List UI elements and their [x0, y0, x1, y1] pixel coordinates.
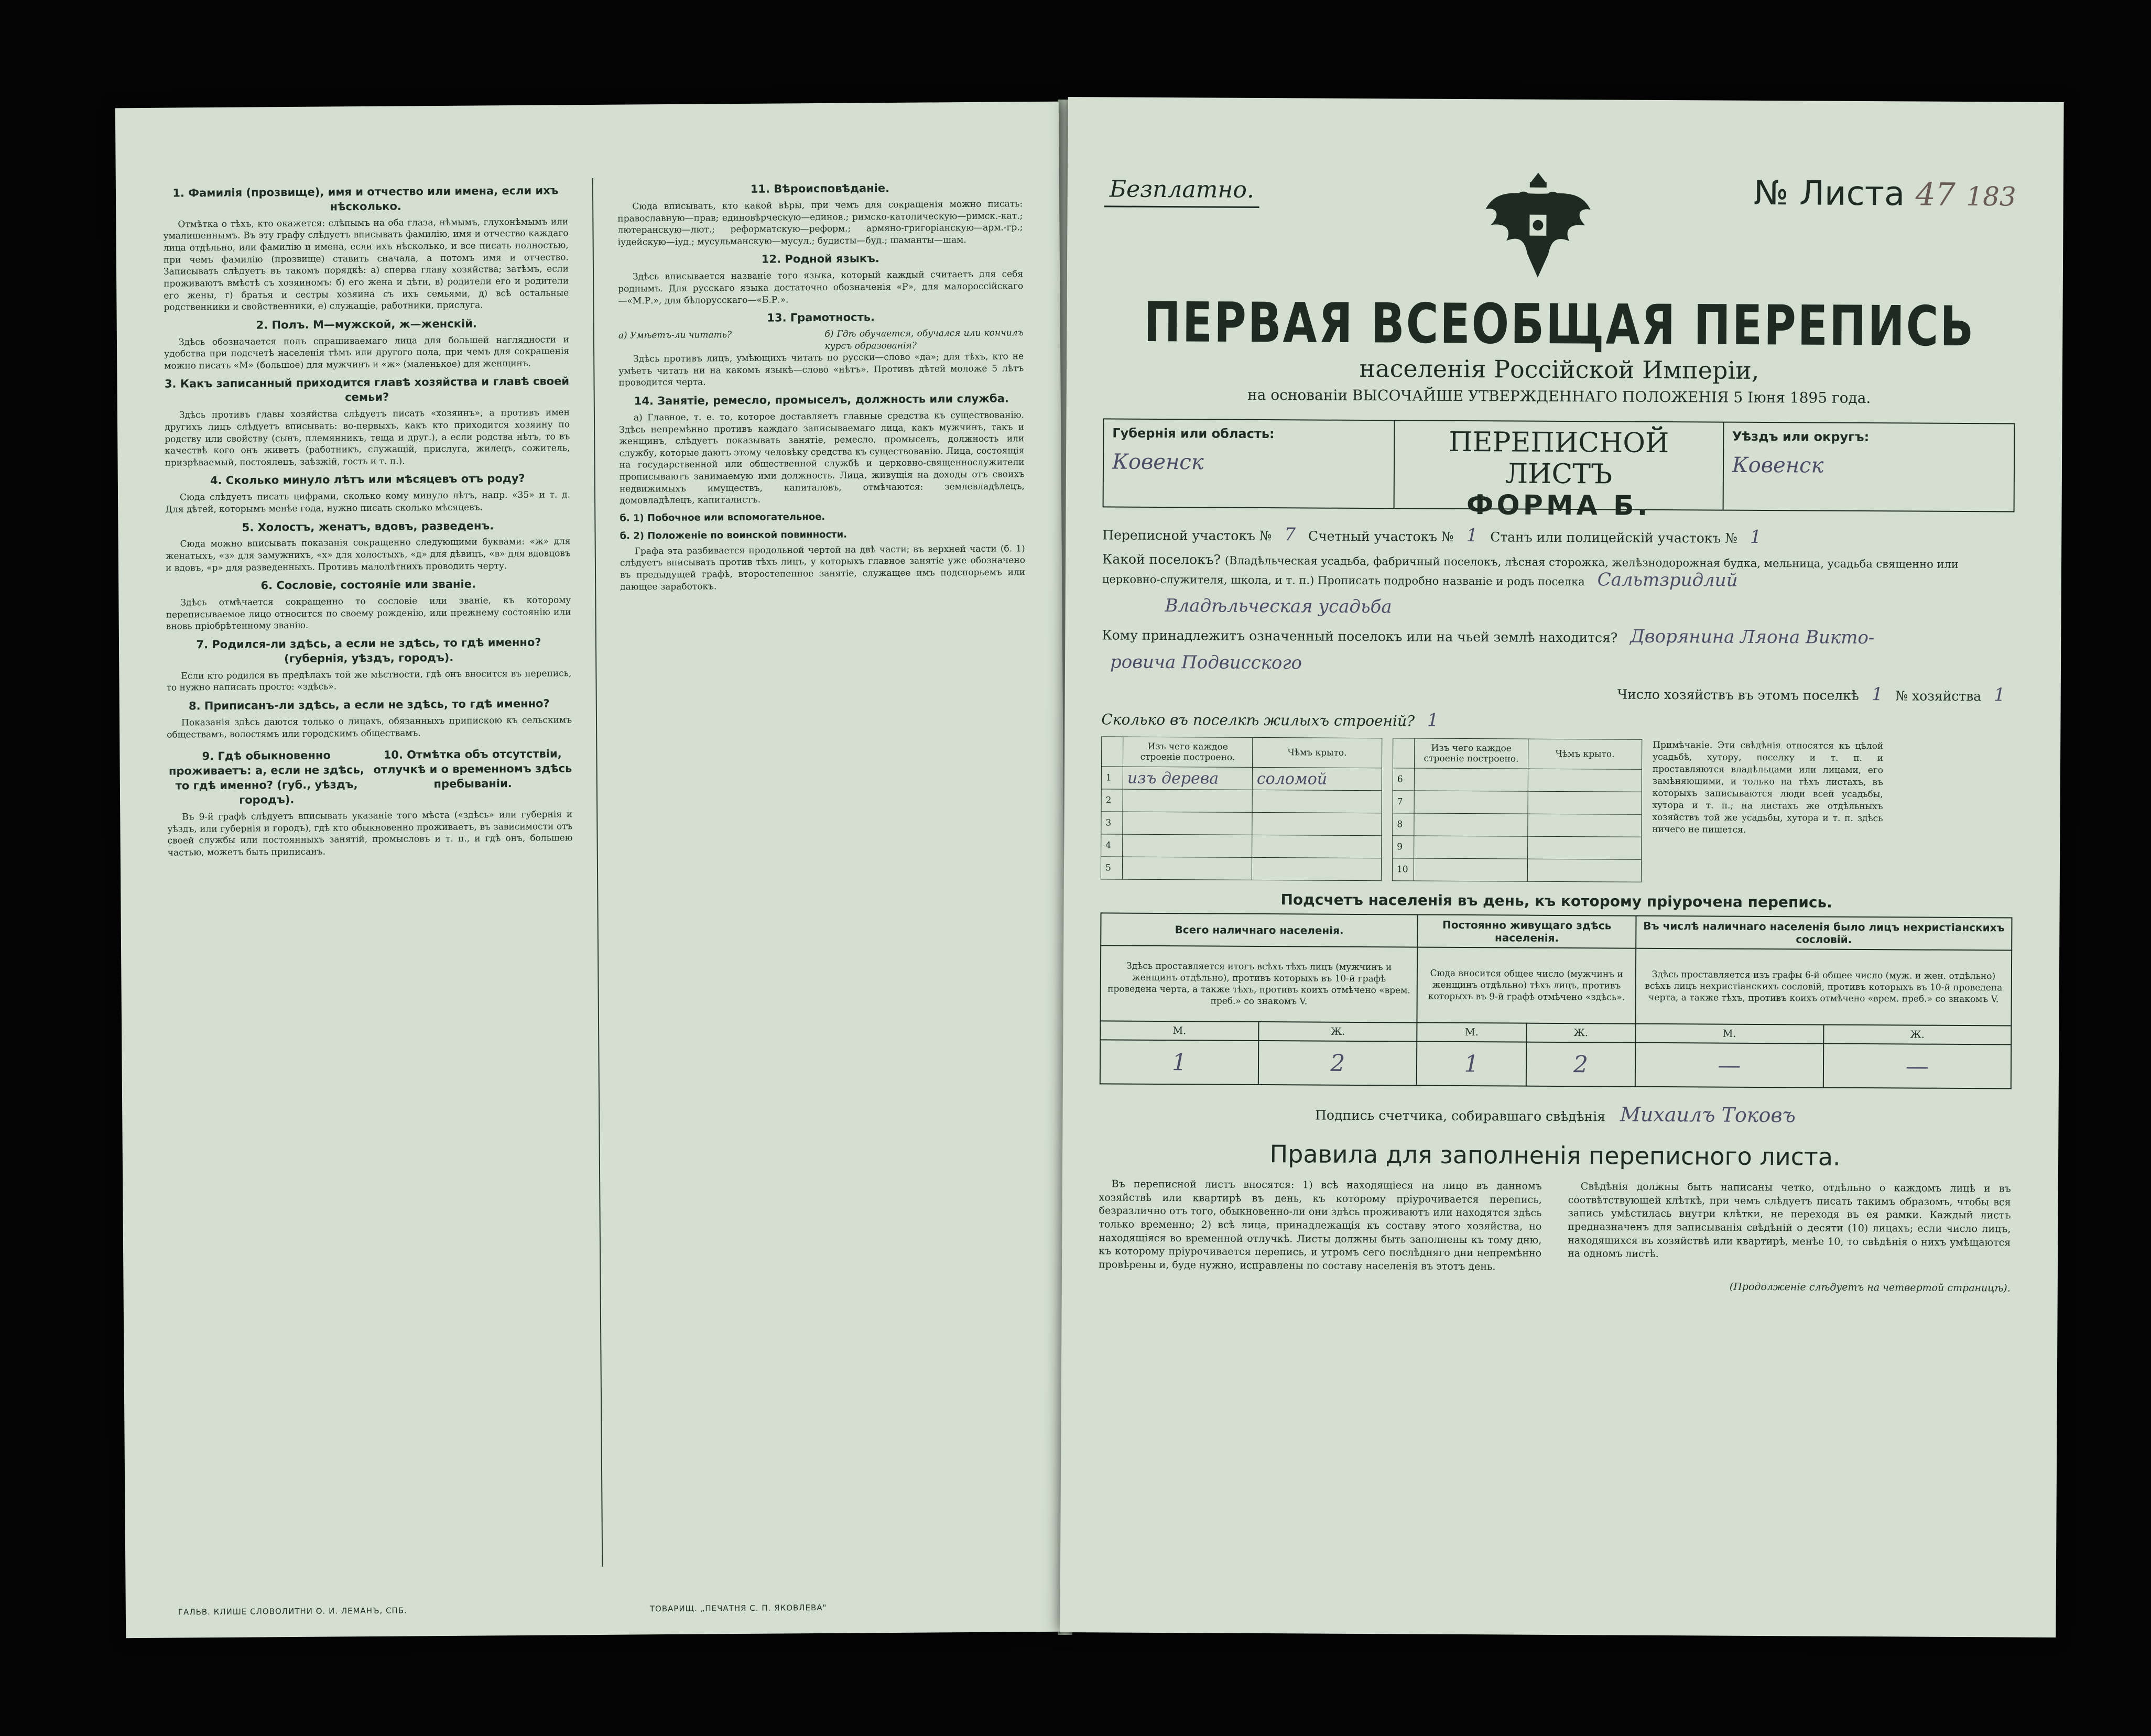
sex-female-label: Ж.	[1823, 1025, 2012, 1045]
section-14-text: а) Главное, т. е. то, которое доставляетъ главные средства къ существованію. Здѣсь непремѣнно противъ каждаго записываемаго лица, какъ мужчинъ, такъ и женщинъ, слѣдуетъ показывать занятіе, ремесло, промыселъ, должность или службу, которые даютъ этому человѣку средства къ существованію. Лица, состоящія на государственной или общественной службѣ и церковно-священнослужители прописываютъ занимаемую ими должность. Лица, живущія на доходы отъ своихъ недвижимыхъ имуществъ, капиталовъ, отмѣчаются: землевладѣлецъ, домовладѣлецъ, капиталистъ.	[619, 410, 1025, 506]
province-box	[1103, 418, 1395, 509]
section-13-subheads	[618, 327, 1024, 354]
sheet-label: № Листа	[1753, 173, 1905, 214]
building-material	[1123, 834, 1252, 857]
sex-female-label: Ж.	[1526, 1023, 1636, 1043]
header-row	[1104, 160, 2016, 269]
sheet-number: 47	[1915, 176, 1956, 213]
section-13-a: а) Умѣетъ-ли читать?	[618, 330, 732, 341]
sheet-extra-number: 183	[1966, 181, 2016, 212]
owner-line	[1102, 623, 2014, 649]
instructions-column-2	[617, 175, 1032, 1566]
total-male-count: 1	[1100, 1040, 1259, 1085]
section-8-text: Показанія здѣсь даются только о лицахъ, обязанныхъ припискою къ сельскимъ обществамъ, волостямъ или городскимъ обществамъ.	[167, 715, 572, 740]
section-11-title: 11. Вѣроисповѣданіе.	[750, 182, 890, 195]
settlement-line-2	[1102, 595, 2014, 620]
section-1-text: Отмѣтка о тѣхъ, кто окажется: слѣпымъ на оба глаза, нѣмымъ, глухонѣмымъ или умалишеннымъ. Въ эту графу слѣдуетъ вписывать фамилію, имя и отчество каждаго лица отдѣльно, или фамилію и имена, если ихъ нѣсколько, и все писать полностью, при чемъ фамилію (прозвище) ставить сначала, а потомъ имя и отчество. Записывать слѣдуетъ въ такомъ порядкѣ: а) сперва главу хозяйства; затѣмъ, если проживаютъ вмѣстѣ съ хозяиномъ: б) его жена и дѣти, в) родители его и родители его жены, г) братья и сестры хозяина съ ихъ семьями, д) всѣ остальные родственники и свойственники, е) служащіе, работники, прислуга.	[163, 216, 569, 313]
section-9-title: 9. Гдѣ обыкновенно проживаетъ: а, если не здѣсь, то гдѣ именно? (губ., уѣздъ, городъ).	[168, 749, 364, 806]
buildings-label: Сколько въ поселкѣ жилыхъ строеній?	[1101, 711, 1415, 730]
section-8-title: 8. Приписанъ-ли здѣсь, а если не здѣсь, то гдѣ именно?	[188, 697, 550, 713]
buildings-value: 1	[1427, 709, 1439, 731]
count-area-label: Счетный участокъ №	[1308, 528, 1454, 544]
section-12-title: 12. Родной языкъ.	[761, 252, 879, 266]
owner-label: Кому принадлежитъ означенный поселокъ или на чьей землѣ находится?	[1102, 627, 1618, 646]
imprint-left: ГАЛЬВ. КЛИШЕ СЛОВОЛИТНИ О. И. ЛЕМАНЪ, СПБ.	[178, 1606, 407, 1617]
permanent-male-count: 1	[1417, 1042, 1526, 1086]
households-value: 1	[1871, 684, 1883, 705]
section-14-text-2: Графа эта разбивается продольной чертой на двѣ части; въ верхней части (б. 1) слѣдуетъ вписывать против тѣхъ лицъ, у которыхъ главное занятіе уже обозначено въ предыдущей графѣ, второстепенное занятіе, служащее имъ подспорьемъ или дающее заработокъ.	[620, 543, 1026, 593]
settlement-label: Какой поселокъ?	[1102, 551, 1221, 567]
buildings-note: Примѣчаніе. Эти свѣдѣнія относятся къ цѣлой усадьбѣ, хутору, поселку и т. п. и проставляются владѣльцами или лицами, его замѣняющими, и только на тѣхъ листахъ, въ которыхъ записываются люди всей усадьбы, хутора и т. п.; на листахъ же отдѣльныхъ хозяйствъ той же усадьбы, хутора и т. п. здѣсь ничего не пишется.	[1652, 739, 1884, 835]
rules-text-right: Свѣдѣнія должны быть написаны четко, отдѣльно о каждомъ лицѣ и въ соотвѣтствующей клѣткѣ, при чемъ слѣдуетъ писать такимъ образомъ, чтобы вся запись умѣстилась внутри клѣтки, не переходя въ ея рамки. Каждый листъ предназначенъ для записыванія свѣдѣній о десяти (10) лицахъ; если число лицъ, находящихся въ хозяйствѣ или квартирѣ, менѣе 10, то свѣдѣнія о нихъ умѣщаются на одномъ листѣ.	[1568, 1181, 2011, 1260]
building-roof	[1528, 791, 1642, 814]
building-material	[1123, 812, 1252, 835]
table-row	[1393, 836, 1642, 859]
rules-title: Правила для заполненія переписного листа.	[1269, 1140, 1841, 1171]
section-14-b1: б. 1) Побочное или вспомогательное.	[620, 511, 825, 524]
section-6-text: Здѣсь отмѣчается сокращенно то сословіе или званіе, къ которому переписываемое лицо относится по своему рожденію, или прежнему состоянію или вновь пріобрѣтенному званію.	[166, 595, 571, 632]
household-no-value: 1	[1993, 684, 2005, 706]
row-number: 2	[1101, 789, 1123, 812]
population-count-table	[1100, 912, 2013, 1089]
section-4-title: 4. Сколько минуло лѣтъ или мѣсяцевъ отъ роду?	[210, 472, 525, 487]
row-number: 6	[1393, 768, 1414, 791]
row-number: 7	[1393, 791, 1414, 813]
table-row	[1100, 1040, 2011, 1088]
section-14-b2: б. 2) Положеніе по воинской повинности.	[620, 529, 848, 542]
province-value: Ковенск	[1112, 450, 1204, 475]
sex-female-label: Ж.	[1258, 1022, 1417, 1042]
households-label: Число хозяйствъ въ этомъ поселкѣ	[1617, 686, 1860, 703]
table-header	[1101, 737, 1382, 768]
double-headed-eagle-icon	[1475, 162, 1601, 283]
building-roof	[1252, 812, 1382, 835]
owner-value-2: ровича Подвисского	[1110, 651, 1302, 674]
section-5-title: 5. Холостъ, женатъ, вдовъ, разведенъ.	[242, 519, 494, 534]
count-desc-permanent: Сюда вносится общее число (мужчинъ и женщинъ отдѣльно) тѣхъ лицъ, противъ которыхъ въ 9-й графѣ отмѣчено «здѣсь».	[1417, 947, 1636, 1024]
left-page	[115, 102, 1069, 1638]
section-7-title: 7. Родился-ли здѣсь, а если не здѣсь, то гдѣ именно? (губернія, уѣздъ, городъ).	[196, 636, 541, 665]
sheet-number-block	[1754, 174, 2016, 214]
row-number: 4	[1101, 834, 1123, 857]
households-line	[1102, 680, 2014, 705]
settlement-hint: (Владѣльческая усадьба, фабричный поселокъ, лѣсная сторожка, желѣзнодорожная будка, мельница, усадьба священно или церковно-служителя, школа, и т. п.) Прописать подробно названіе и родъ поселка	[1102, 554, 1959, 588]
section-3-title: 3. Какъ записанный приходится главѣ хозяйства и главѣ своей семьи?	[164, 375, 570, 404]
section-3-text: Здѣсь противъ главы хозяйства слѣдуетъ писать «хозяинъ», а противъ имен другихъ лицъ слѣдуетъ вписывать: во-первыхъ, какъ кто приходится хозяину по родству или свойству (сынъ, племянникъ, теща и друг.), а если родства нѣтъ, то въ качествѣ кого онъ живетъ (работникъ, служащій, прислуга, жилецъ, сожитель, призрѣваемый, постоялецъ, заѣзжій, гость и т. п.).	[165, 407, 570, 468]
table-row	[1392, 858, 1641, 882]
census-title: ПЕРВАЯ ВСЕОБЩАЯ ПЕРЕПИСЬ	[1144, 290, 1975, 359]
section-13-b: б) Гдѣ обучается, обучался или кончилъ курсъ образованія?	[824, 327, 1024, 352]
province-label: Губернія или область:	[1112, 425, 1275, 442]
building-roof	[1528, 836, 1642, 859]
buildings-table-right	[1392, 738, 1642, 882]
area-line	[1102, 523, 2014, 549]
section-9-text: Въ 9-й графѣ слѣдуетъ вписывать указаніе того мѣста («здѣсь» или губернія и уѣздъ, или губернія и городъ), гдѣ кто обыкновенно проживаетъ, въ зависимости отъ своей службы или постоянныхъ занятій, промысловъ и т. п., и гдѣ онъ, большею частью, можетъ быть приписанъ.	[167, 809, 573, 858]
table-row	[1100, 945, 2012, 1025]
rules-text-left: Въ переписной листъ вносятся: 1) всѣ находящіеся на лицо въ данномъ хозяйствѣ или квартирѣ въ день, къ которому пріурочивается перепись, безразлично отъ того, обыкновенно-ли они здѣсь проживаютъ или находятся здѣсь только временно; 2) всѣ лица, принадлежащія къ составу этого хозяйства, но находящіяся во временной отлучкѣ. Листы должны быть заполнены къ тому дню, къ которому пріурочивается перепись, и утромъ сего послѣдняго дни непремѣнно провѣрены и, буде нужно, исправлены по составу населенія въ этотъ день.	[1098, 1178, 1542, 1273]
building-roof	[1252, 790, 1382, 813]
table-header-material: Изъ чего каждое строеніе построено.	[1123, 737, 1252, 767]
section-2-text: Здѣсь обозначается полъ спрашиваемаго лица для большей наглядности и удобства при подсчетѣ населенія тѣмъ или другого пола, при чемъ для сокращенія можно писать «М» (большое) для мужчинъ и «ж» (маленькое) для женщинъ.	[164, 334, 570, 372]
building-material	[1414, 768, 1528, 791]
settlement-value: Сальтзридлий	[1597, 569, 1738, 591]
section-11-text: Сюда вписывать, кто какой вѣры, при чемъ для сокращенія можно писать: православную—прав; единовѣрческую—единов.; римско-католическую—римск.-кат.; лютеранскую—лют.; реформатскую—реформ.; армяно-григоріанскую—арм.-гр.; іудейскую—іуд.; мусульманскую—мусул.; будисты—буд.; шаманты—шам.	[617, 199, 1023, 248]
table-row	[1101, 767, 1382, 791]
section-14-title: 14. Занятіе, ремесло, промыселъ, должность или служба.	[634, 392, 1009, 408]
section-9-10-header	[167, 741, 572, 811]
owner-line-2	[1102, 651, 2014, 677]
nonchristian-male-count: —	[1635, 1043, 1823, 1088]
sex-male-label: М.	[1100, 1021, 1258, 1041]
building-roof	[1252, 857, 1381, 880]
table-row	[1101, 812, 1382, 836]
building-material	[1414, 836, 1528, 859]
form-header-row	[1103, 418, 2015, 522]
table-row	[1101, 834, 1382, 858]
table-header-roof: Чѣмъ крыто.	[1252, 737, 1382, 768]
building-material	[1414, 858, 1527, 881]
building-roof	[1527, 859, 1641, 882]
signature-value: Михаилъ Токовъ	[1620, 1102, 1796, 1127]
stan-label: Станъ или полицейскій участокъ №	[1490, 529, 1738, 546]
building-roof	[1528, 769, 1642, 792]
signature-line	[1099, 1100, 2011, 1128]
building-roof	[1252, 835, 1382, 858]
form-name: ФОРМА Б.	[1466, 489, 1651, 522]
total-female-count: 2	[1258, 1041, 1417, 1086]
permanent-female-count: 2	[1526, 1042, 1636, 1087]
household-no-label: № хозяйства	[1895, 688, 1982, 704]
building-material	[1123, 789, 1252, 812]
instructions-column-1	[163, 178, 578, 1569]
continued-note: (Продолженіе слѣдуетъ на четвертой страницѣ).	[1729, 1281, 2011, 1294]
building-material	[1122, 857, 1252, 880]
section-12-text: Здѣсь вписывается названіе того языка, который каждый считаетъ для себя роднымъ. Для русскаго языка достаточно обозначенія «Р», для малороссійскаго—«М.Р.», для бѣлорусскаго—«Б.Р.».	[618, 269, 1024, 307]
count-col-nonchristian: Въ числѣ наличнаго населенія было лицъ нехристіанскихъ сословій.	[1636, 916, 2012, 951]
form-name-block	[1395, 420, 1723, 522]
building-material: изъ дерева	[1123, 767, 1252, 790]
section-5-text: Сюда можно вписывать показанія сокращенно следующими буквами: «ж» для женатыхъ, «з» для замужнихъ, «х» для холостыхъ, «д» для дѣвицъ, «в» для вдовцовъ и вдовъ, «р» для разведенныхъ. Противъ малолѣтнихъ проводить черту.	[165, 536, 571, 574]
section-10-title: 10. Отмѣтка объ отсутствіи, отлучкѣ и о временномъ здѣсь пребываніи.	[373, 747, 572, 791]
row-number: 5	[1101, 857, 1122, 879]
instruction-columns	[163, 175, 1032, 1569]
count-desc-total: Здѣсь проставляется итогъ всѣхъ тѣхъ лицъ (мужчинъ и женщинъ отдѣльно), противъ которыхъ въ 10-й графѣ проведена черта, а также тѣхъ, противъ коихъ отмѣчено «врем. преб.» со знакомъ V.	[1100, 945, 1417, 1022]
section-1-title: 1. Фамилія (прозвище), имя и отчество или имена, если ихъ нѣсколько.	[172, 184, 559, 213]
table-header	[1101, 913, 2012, 950]
table-row	[1101, 789, 1382, 813]
section-13-title: 13. Грамотность.	[767, 311, 875, 324]
count-desc-nonchristian: Здѣсь проставляется изъ графы 6-й общее число (муж. и жен. отдѣльно) всѣхъ лицъ нехристіанскихъ сословій, противъ которыхъ въ 10-й проведена черта, а также тѣхъ, противъ коихъ отмѣчено «врем. преб.» со знакомъ V.	[1636, 948, 2012, 1026]
table-header-material: Изъ чего каждое строеніе построено.	[1414, 738, 1528, 769]
sex-male-label: М.	[1635, 1024, 1823, 1044]
count-col-permanent: Постоянно живущаго здѣсь населенія.	[1418, 915, 1636, 948]
right-page	[1060, 97, 2063, 1637]
row-number: 8	[1393, 813, 1414, 836]
stan-value: 1	[1750, 526, 1762, 548]
table-row	[1393, 813, 1642, 837]
row-number: 1	[1101, 767, 1123, 789]
buildings-table-left	[1101, 736, 1382, 881]
owner-value: Дворянина Ляона Викто-	[1630, 626, 1875, 649]
population-count-title: Подсчетъ населенія въ день, къ которому пріурочена перепись.	[1280, 891, 1832, 911]
building-material	[1414, 791, 1528, 814]
section-13-text: Здѣсь противъ лицъ, умѣющихъ читать по русски—слово «да»; для тѣхъ, кто не умѣетъ читать ни на какомъ языкѣ—слово «нѣтъ». Противъ дѣтей моложе 5 лѣтъ проводится черта.	[618, 351, 1024, 389]
table-header-roof: Чѣмъ крыто.	[1528, 739, 1642, 769]
building-roof	[1528, 814, 1642, 837]
section-7-text: Если кто родился въ предѣлахъ той же мѣстности, гдѣ онъ вносится въ перепись, то нужно написать просто: «здѣсь».	[166, 668, 572, 694]
rules-column-right	[1568, 1180, 2011, 1280]
table-row	[1101, 857, 1381, 881]
table-header-number	[1393, 738, 1414, 768]
census-area-label: Переписной участокъ №	[1102, 527, 1272, 544]
imprint-right: ТОВАРИЩ. „ПЕЧАТНЯ С. П. ЯКОВЛЕВА"	[649, 1602, 827, 1614]
signature-label: Подпись счетчика, собиравшаго свѣдѣнія	[1315, 1107, 1606, 1124]
building-material	[1414, 813, 1528, 836]
settlement-line	[1102, 551, 2014, 592]
census-basis: на основаніи ВЫСОЧАЙШЕ УТВЕРЖДЕННАГО ПОЛОЖЕНІЯ 5 Іюня 1895 года.	[1247, 386, 1871, 407]
count-col-total: Всего наличнаго населенія.	[1101, 913, 1418, 947]
rules-column-left	[1099, 1177, 1542, 1277]
row-number: 3	[1101, 812, 1123, 834]
nonchristian-female-count: —	[1823, 1044, 2011, 1089]
table-row	[1393, 768, 1642, 792]
census-subtitle: населенія Россійской Имперіи,	[1359, 354, 1759, 385]
table-header	[1393, 738, 1642, 769]
free-label: Безплатно.	[1104, 176, 1259, 208]
rules-columns	[1099, 1177, 2011, 1280]
table-header-number	[1101, 737, 1123, 767]
district-label: Уѣздъ или округъ:	[1732, 429, 1870, 445]
form-title: ПЕРЕПИСНОЙ ЛИСТЪ	[1449, 426, 1669, 490]
district-value: Ковенск	[1732, 453, 1824, 478]
count-area-value: 1	[1466, 525, 1478, 547]
row-number: 10	[1392, 858, 1414, 881]
section-6-title: 6. Сословіе, состояніе или званіе.	[260, 577, 476, 592]
buildings-section	[1101, 736, 2013, 884]
settlement-type-value: Владѣльческая усадьба	[1165, 595, 1392, 618]
census-area-value: 7	[1284, 524, 1296, 545]
table-row	[1393, 791, 1642, 814]
buildings-line	[1101, 708, 2013, 734]
column-divider	[592, 178, 603, 1567]
row-number: 9	[1393, 836, 1414, 858]
building-roof: соломой	[1252, 767, 1382, 790]
section-2-title: 2. Полъ. М—мужской, ж—женскій.	[256, 317, 477, 332]
sex-male-label: М.	[1417, 1023, 1527, 1042]
district-box	[1722, 422, 2015, 512]
section-4-text: Сюда слѣдуетъ писать цифрами, сколько кому минуло лѣтъ, напр. «35» и т. д. Для дѣтей, которымъ менѣе года, нужно писать сколько мѣсяцевъ.	[165, 489, 571, 515]
